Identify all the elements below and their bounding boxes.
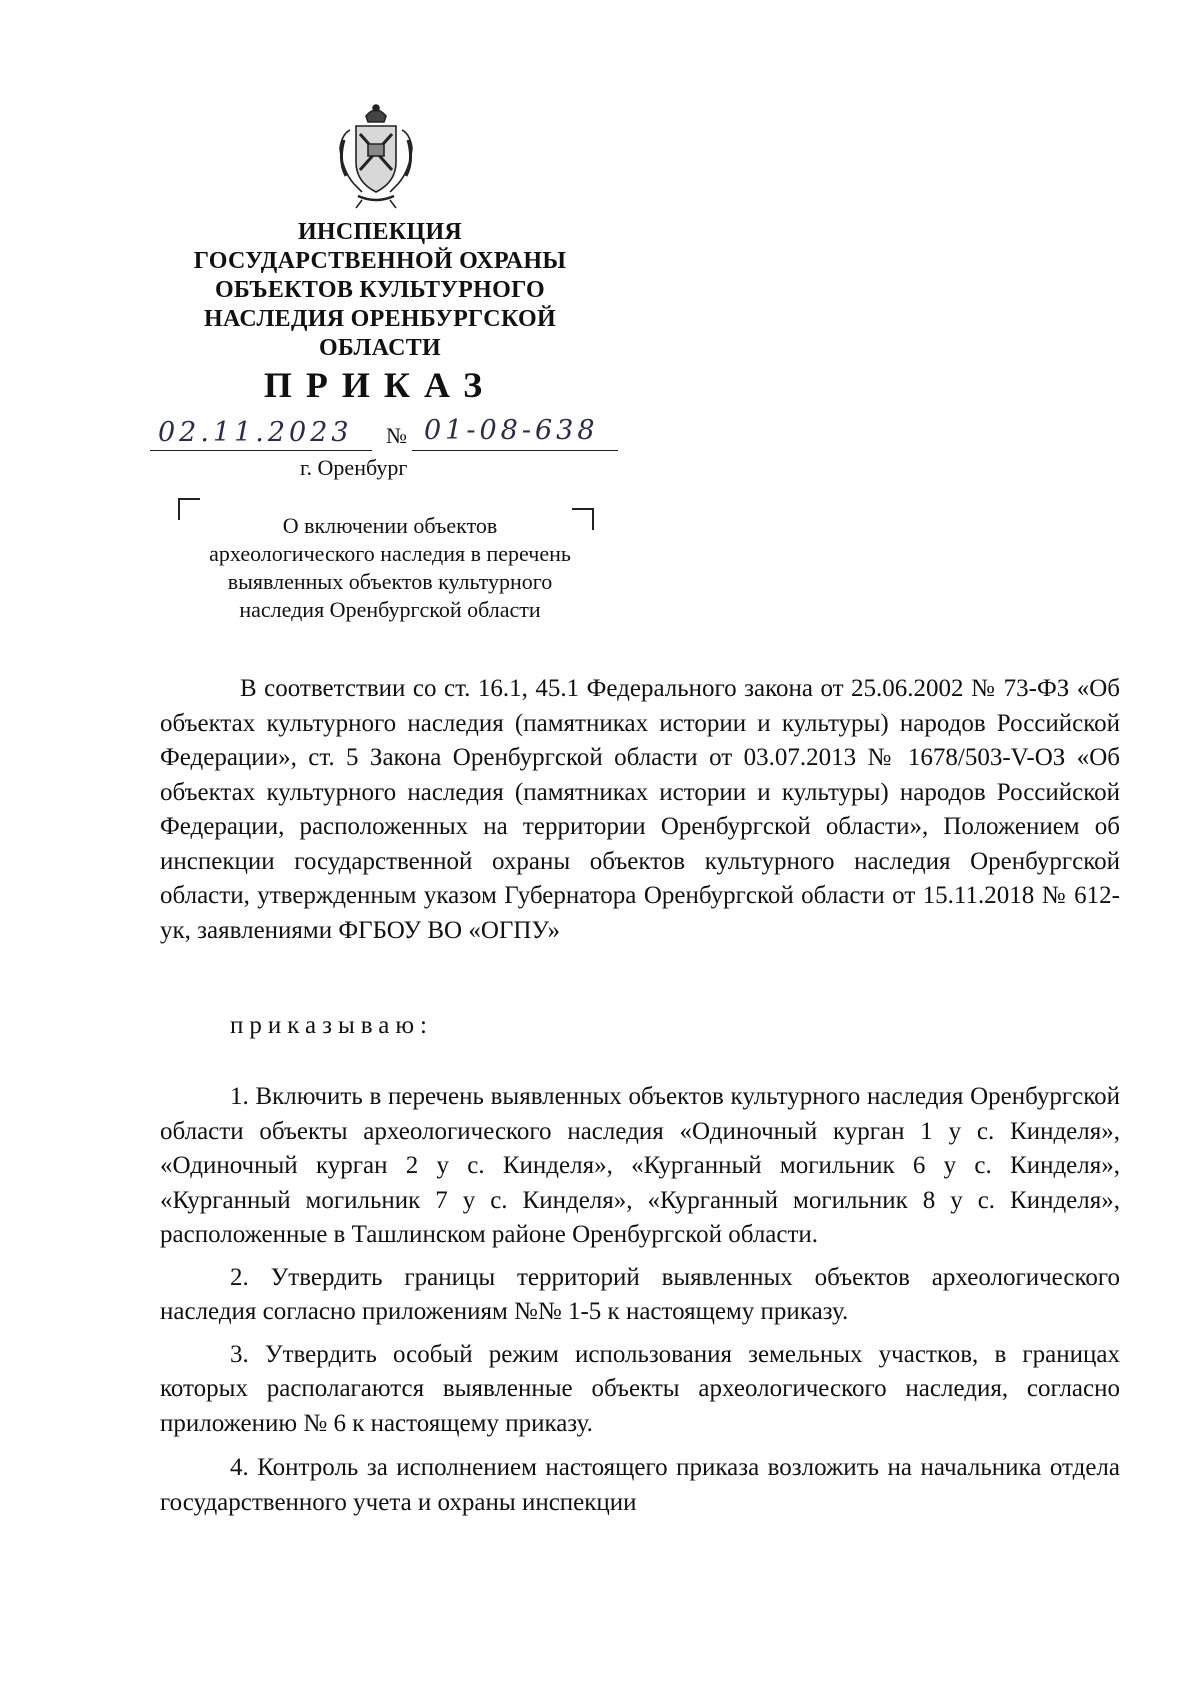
preamble <box>160 672 1120 948</box>
city: г. Оренбург <box>300 455 408 480</box>
order-item: 1. Включить в перечень выявленных объектов культурного наследия Оренбургской области объекты археологического наследия «Одиночный курган 1 у с. Кинделя», «Одиночный курган 2 у с. Кинделя», «Курганный могильник 6 у с. Кинделя», «Курганный могильник 7 у с. Кинделя», «Курганный могильник 8 у с. Кинделя», расположенные в Ташлинском районе Оренбургской области. <box>160 1083 1120 1248</box>
order-item: 2. Утвердить границы территорий выявленных объектов археологического наследия согласно приложениям №№ 1-5 к настоящему приказу. <box>160 1263 1120 1325</box>
number-sign: № <box>386 423 407 448</box>
order-number: 01-08-638 <box>424 415 599 446</box>
order-word: приказываю: <box>230 1012 433 1039</box>
subject-line: археологического наследия в перечень <box>209 541 571 566</box>
order-items <box>160 1080 1120 1528</box>
subject-line: выявленных объектов культурного <box>227 569 553 594</box>
coat-of-arms-emblem <box>332 100 420 210</box>
org-line: ОБЛАСТИ <box>318 335 442 361</box>
preamble-paragraph: В соответствии со ст. 16.1, 45.1 Федерального закона от 25.06.2002 № 73-ФЗ «Об объектах культурного наследия (памятниках истории и культуры) народов Российской Федерации», ст. 5 Закона Оренбургской области от 03.07.2013 № 1678/503-V-ОЗ «Об объектах культурного наследия (памятниках истории и культуры) народов Российской Федерации, расположенных на территории Оренбургской области», Положением об инспекции государственной охраны объектов культурного наследия Оренбургской области, утвержденным указом Губернатора Оренбургской области от 15.11.2018 № 612-ук, заявлениями ФГБОУ ВО «ОГПУ» <box>160 675 1120 944</box>
order-subject <box>170 512 610 624</box>
date-underline <box>150 450 372 451</box>
organization-name <box>150 218 610 363</box>
subject-line: О включении объектов <box>282 513 498 538</box>
order-item: 3. Утвердить особый режим использования земельных участков, в границах которых располагаются выявленные объекты археологического наследия, согласно приложению № 6 к настоящему приказу. <box>160 1340 1120 1437</box>
org-line: ОБЪЕКТОВ КУЛЬТУРНОГО <box>214 277 546 303</box>
number-underline <box>412 450 618 451</box>
order-item: 4. Контроль за исполнением настоящего приказа возложить на начальника отдела государственного учета и охраны инспекции <box>160 1454 1120 1516</box>
date-number-line <box>150 417 620 453</box>
org-line: ИНСПЕКЦИЯ <box>297 219 463 245</box>
org-line: ГОСУДАРСТВЕННОЙ ОХРАНЫ <box>193 248 567 274</box>
order-date: 02.11.2023 <box>158 417 353 448</box>
document-type-title: ПРИКАЗ <box>263 365 497 405</box>
org-line: НАСЛЕДИЯ ОРЕНБУРГСКОЙ <box>204 306 556 332</box>
subject-line: наследия Оренбургской области <box>239 597 541 622</box>
